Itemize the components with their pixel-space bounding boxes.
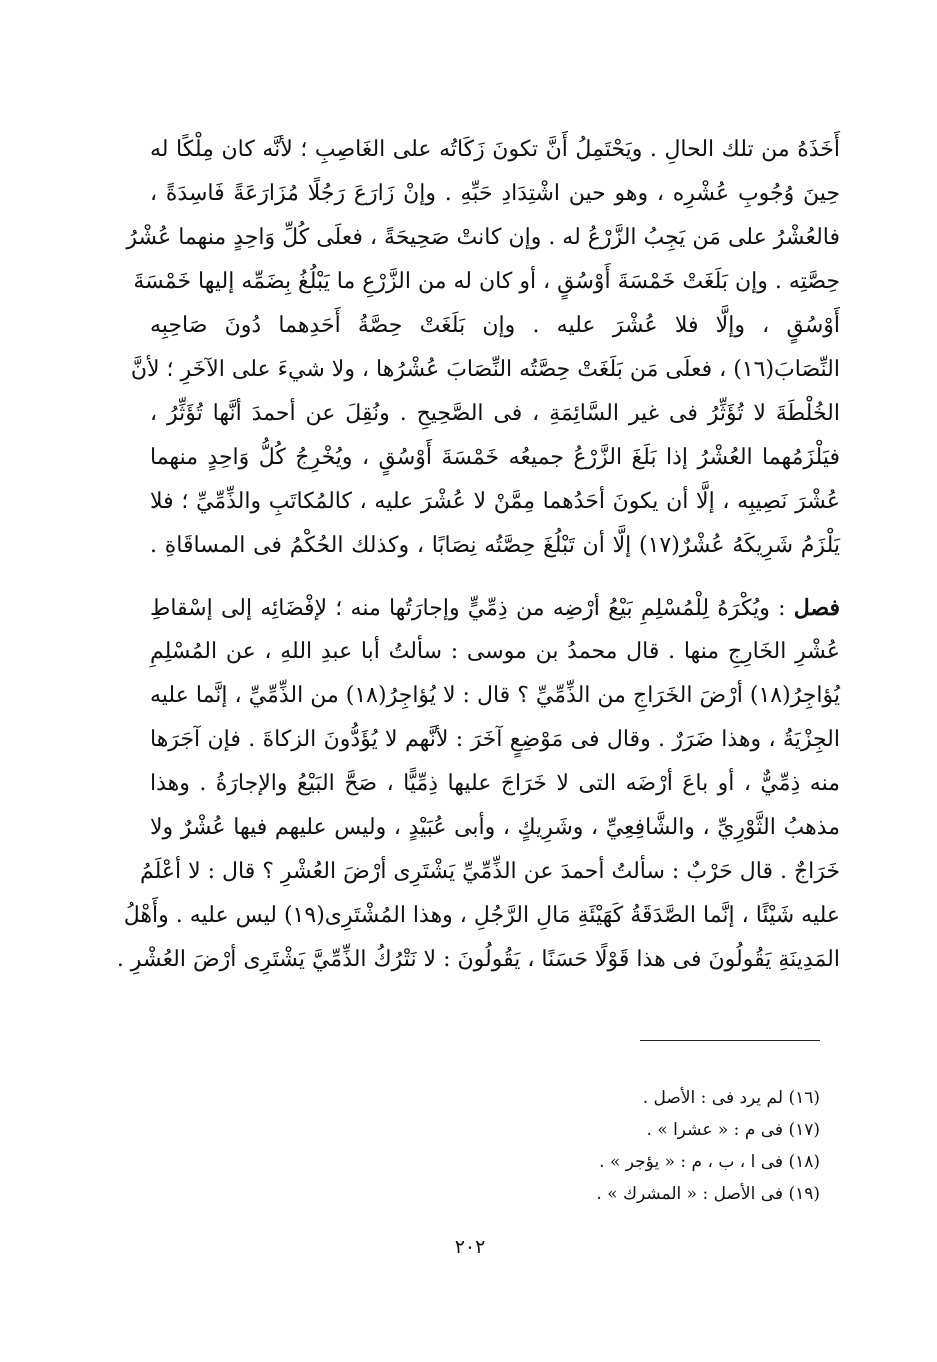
text-line: خَرَاجٌ . قال حَرْبٌ : سألتُ أحمدَ عن الذِّمِّيِّ يَشْتَرِى أرْضَ العُشْرِ ؟ قال : لا أعْلَمُ (139, 859, 840, 884)
text-line: مذهبُ الثَّوْرِيِّ ، والشَّافِعِيِّ ، وشَرِيكٍ ، وأبى عُبَيْدٍ ، وليس عليهم فيها عُشْرٌ ولا (150, 815, 840, 840)
footnote: (١٧) فى م : « عشرا » . (646, 1120, 820, 1140)
section-label: فصل (793, 595, 840, 621)
text-line-last: المَدِينَةِ يَقُولُونَ فى هذا قَوْلًا حَسَنًا ، يَقُولُونَ : لا نَتْرُكُ الذِّمِّيَّ يَشْتَرِى أرْضَ العُشْرِ . (116, 947, 840, 972)
text-line: أَوْسُقٍ ، وإلَّا فلا عُشْرَ عليه . وإن بَلَغَتْ حِصَّةُ أَحَدِهما دُونَ صَاحِبِه (150, 313, 840, 338)
text-line-first (150, 586, 840, 630)
text-line: فيَلْزَمُهما العُشْرُ إذا بَلَغَ الزَّرْعُ جميعُه خَمْسَةَ أَوْسُقٍ ، ويُخْرِجُ كُلُّ وَاحِدٍ منهما (150, 445, 840, 470)
text-line: حِينَ وُجُوبِ عُشْرِه ، وهو حين اشْتِدَادِ حَبِّهِ . وإنْ زَارَعَ رَجُلًا مُزَارَعَةً فَاسِدَةً ، (150, 181, 840, 206)
page-number: ٢٠٢ (454, 1236, 486, 1258)
paragraph-1 (126, 128, 840, 568)
text-line: منه ذِمِّيٌّ ، أو باعَ أرْضَه التى لا خَرَاجَ عليها ذِمِّيًّا ، صَحَّ البَيْعُ والإجارَةُ . وهذا (150, 771, 840, 796)
text-line: النِّصَابَ(١٦) ، فعلَى مَن بَلَغَتْ حِصَّتُه النِّصَابَ عُشْرُها ، ولا شيءَ على الآخَرِ ؛ لأنَّ (130, 357, 840, 382)
footnote: (١٨) فى ا ، ب ، م : « يؤجر » . (599, 1152, 820, 1172)
footnote: (١٦) لم يرد فى : الأصل . (642, 1088, 820, 1108)
text-line-last: يَلْزَمُ شَرِيكَهُ عُشْرٌ(١٧) إلَّا أن تَبْلُغَ حِصَّتُه نِصَابًا ، وكذلك الحُكْمُ فى المساقَاةِ . (150, 533, 840, 558)
text-line: عليه شَيْئًا ، إنَّما الصَّدَقَةُ كَهَيْئَةِ مَالِ الرَّجُلِ ، وهذا المُشْتَرِى(١٩) ليس عليه . وأَهْلُ (123, 903, 840, 928)
footnote: (١٩) فى الأصل : « المشرك » . (596, 1184, 820, 1204)
text-line: فالعُشْرُ على مَن يَجِبُ الزَّرْعُ له . وإن كانتْ صَحِيحَةً ، فعلَى كُلِّ وَاحِدٍ منهما عُشْرُ (126, 225, 840, 250)
footnote-divider (640, 1040, 820, 1041)
text-line: الخُلْطَةَ لا تُؤَثِّرُ فى غير السَّائِمَةِ ، فى الصَّحِيحِ . ونُقِلَ عن أحمدَ أنَّها تُؤَثِّرُ ، (150, 401, 840, 426)
text-line: يُؤاجِرُ(١٨) أرْضَ الخَرَاجِ من الذِّمِّيِّ ؟ قال : لا يُؤاجِرُ(١٨) من الذِّمِّيِّ ، إنَّما عليه (150, 683, 840, 708)
text-line: حِصَّتِه . وإن بَلَغَتْ خَمْسَةَ أَوْسُقٍ ، أو كان له من الزَّرْعِ ما يَبْلُغُ بِضَمِّه إليها خَمْسَةَ (133, 269, 840, 294)
text-line: الجِزْيَةُ ، وهذا ضَرَرٌ . وقال فى مَوْضِعٍ آخَرَ : لأنَّهم لا يُؤَدُّونَ الزكاةَ . فإن آجَرَها (150, 727, 840, 752)
text-line: عُشْرِ الخَارِجِ منها . قال محمدُ بن موسى : سألتُ أبا عبدِ اللهِ ، عن المُسْلِمِ (150, 639, 840, 664)
footnotes (420, 1082, 820, 1210)
text-line: عُشْرَ نَصِيبِه ، إلَّا أن يكونَ أحَدُهما مِمَّنْ لا عُشْرَ عليه ، كالمُكاتَبِ والذِّمِّيِّ ؛ فلا (150, 489, 840, 514)
paragraph-2 (116, 586, 840, 982)
first-line-text: : ويُكْرَهُ لِلْمُسْلِمِ بَيْعُ أرْضِه من ذِمِّيٍّ وإجارَتُها منه ؛ لإفْضَائِه إلى إسْقاطِ (150, 596, 786, 621)
text-line: أَخَذَهُ من تلك الحالِ . ويَحْتَمِلُ أَنَّ تكونَ زَكَاتُه على الغَاصِبِ ؛ لأنَّه كان مِلْكًا له (150, 137, 840, 162)
